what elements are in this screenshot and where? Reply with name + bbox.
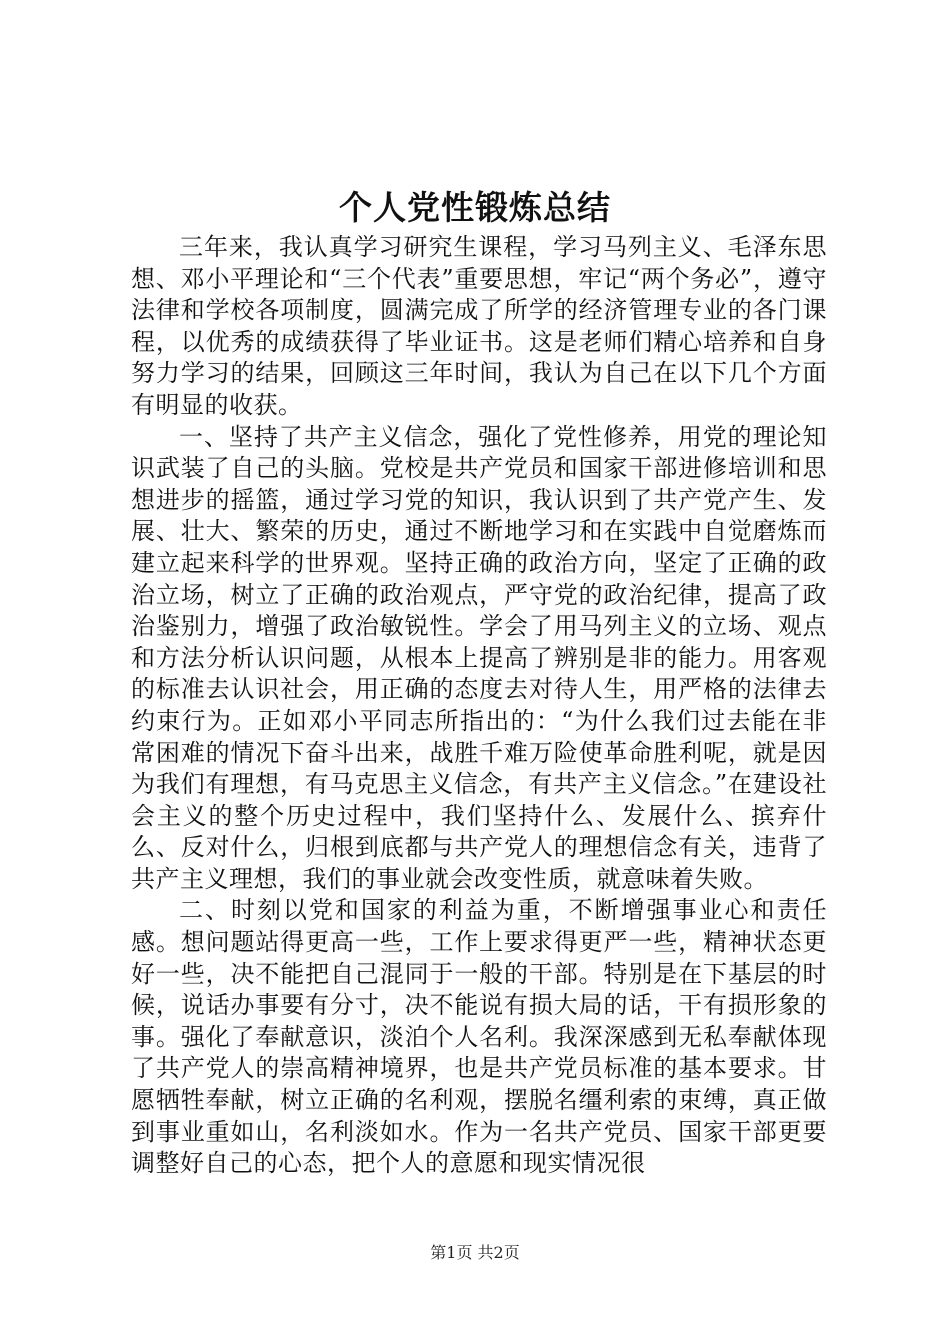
document-body (131, 232, 827, 1180)
paragraph-section-two: 二、时刻以党和国家的利益为重，不断增强事业心和责任感。想问题站得更高一些，工作上要求得更严一些，精神状态更好一些，决不能把自己混同于一般的干部。特别是在下基层的时候，说话办事要有分寸，决不能说有损大局的话，干有损形象的事。强化了奉献意识，淡泊个人名利。我深深感到无私奉献体现了共产党人的崇高精神境界，也是共产党员标准的基本要求。甘愿牺牲奉献，树立正确的名利观，摆脱名缰利索的束缚，真正做到事业重如山，名利淡如水。作为一名共产党员、国家干部更要调整好自己的心态，把个人的意愿和现实情况很 (131, 896, 827, 1178)
page-number-footer: 第1页 共2页 (430, 1243, 520, 1262)
paragraph-section-one: 一、坚持了共产主义信念，强化了党性修养，用党的理论知识武装了自己的头脑。党校是共产党员和国家干部进修培训和思想进步的摇篮，通过学习党的知识，我认识到了共产党产生、发展、壮大、繁荣的历史，通过不断地学习和在实践中自觉磨炼而建立起来科学的世界观。坚持正确的政治方向，坚定了正确的政治立场，树立了正确的政治观点，严守党的政治纪律，提高了政治鉴别力，增强了政治敏锐性。学会了用马列主义的立场、观点和方法分析认识问题，从根本上提高了辨别是非的能力。用客观的标准去认识社会，用正确的态度去对待人生，用严格的法律去约束行为。正如邓小平同志所指出的：“为什么我们过去能在非常困难的情况下奋斗出来，战胜千难万险使革命胜利呢，就是因为我们有理想，有马克思主义信念，有共产主义信念。”在建设社会主义的整个历史过程中，我们坚持什么、发展什么、摈弃什么、反对什么，归根到底都与共产党人的理想信念有关，违背了共产主义理想，我们的事业就会改变性质，就意味着失败。 (131, 422, 827, 893)
paragraph-intro: 三年来，我认真学习研究生课程，学习马列主义、毛泽东思想、邓小平理论和“三个代表”重要思想，牢记“两个务必”，遵守法律和学校各项制度，圆满完成了所学的经济管理专业的各门课程，以优秀的成绩获得了毕业证书。这是老师们精心培养和自身努力学习的结果，回顾这三年时间，我认为自己在以下几个方面有明显的收获。 (131, 233, 827, 419)
document-title: 个人党性锻炼总结 (339, 188, 611, 227)
